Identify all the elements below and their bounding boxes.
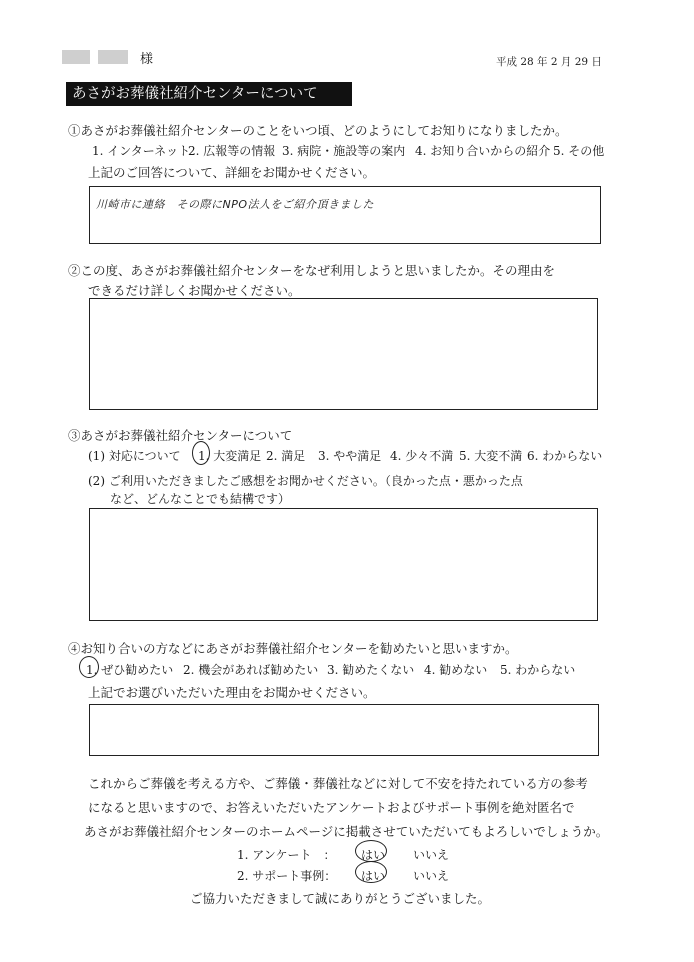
consent-line2: になると思いますので、お答えいただいたアンケートおよびサポート事例を絶対匿名で (88, 800, 575, 815)
q1-detail-prompt: 上記のご回答について、詳細をお聞かせください。 (88, 165, 376, 180)
consent-item-survey-yes: はい (361, 848, 386, 862)
q4-reason-prompt: 上記でお選びいただいた理由をお聞かせください。 (88, 685, 376, 700)
consent-item-case-yes: はい (361, 869, 386, 883)
page-title: あさがお葬儀社紹介センターについて (66, 82, 352, 106)
q3-answer-box[interactable] (89, 508, 598, 621)
consent-case-yes-circle (355, 861, 387, 883)
q1-handwritten-answer: 川崎市に連絡 その際にNPO法人をご紹介頂きました (96, 198, 375, 211)
consent-line1: これからご葬儀を考える方や、ご葬儀・葬儀社などに対して不安を持たれている方の参考 (88, 776, 588, 791)
q3-sub1-option-3: 3. やや満足 (318, 449, 382, 463)
q4-option-4: 4. 勧めない (424, 663, 488, 677)
q1-option-3: 3. 病院・施設等の案内 (282, 144, 406, 158)
q4-option-1: 1. ぜひ勧めたい (86, 663, 174, 677)
consent-item-survey-label: 1. アンケート ： (237, 848, 336, 862)
recipient-suffix: 様 (140, 52, 154, 67)
q3-sub2-line2: など、どんなことでも結構です） (110, 492, 291, 506)
q1-option-4: 4. お知り合いからの紹介 (415, 144, 551, 158)
q3-question: ③あさがお葬儀社紹介センターについて (68, 428, 293, 443)
q1-option-5: 5. その他 (553, 144, 605, 158)
q3-sub1-option-5: 5. 大変不満 (459, 449, 523, 463)
q3-sub1-label: (1) 対応について (88, 449, 181, 463)
q4-option-3: 3. 勧めたくない (327, 663, 415, 677)
q1-answer-box[interactable] (89, 186, 601, 244)
consent-item-case-no: いいえ (413, 869, 450, 883)
q1-question: ①あさがお葬儀社紹介センターのことをいつ頃、どのようにしてお知りになりましたか。 (68, 123, 568, 138)
q3-sub1-option-4: 4. 少々不満 (390, 449, 454, 463)
q4-option-2: 2. 機会があれば勧めたい (183, 663, 319, 677)
q2-question-line2: できるだけ詳しくお聞かせください。 (88, 283, 301, 298)
q1-option-2: 2. 広報等の情報 (188, 144, 276, 158)
q4-question: ④お知り合いの方などにあさがお葬儀社紹介センターを勧めたいと思いますか。 (68, 641, 518, 656)
date: 平成 28 年 2 月 29 日 (496, 56, 602, 68)
q3-selected-circle (192, 441, 210, 465)
thanks-message: ご協力いただきまして誠にありがとうございました。 (190, 891, 491, 906)
consent-item-case-label: 2. サポート事例： (237, 869, 337, 883)
q3-sub1-option-6: 6. わからない (527, 449, 603, 463)
q4-answer-box[interactable] (89, 704, 599, 756)
redacted-name-block-2 (98, 50, 128, 64)
consent-item-survey-no: いいえ (413, 848, 450, 862)
q3-sub1-option-1: 1. 大変満足 (198, 449, 262, 463)
q2-answer-box[interactable] (89, 298, 598, 410)
q3-sub2-line1: (2) ご利用いただきましたご感想をお聞かせください。（良かった点・悪かった点 (88, 474, 523, 488)
consent-survey-yes-circle (355, 840, 387, 862)
redacted-name-block-1 (62, 50, 90, 64)
consent-line3: あさがお葬儀社紹介センターのホームページに掲載させていただいてもよろしいでしょうか。 (84, 824, 609, 839)
q4-option-5: 5. わからない (500, 663, 576, 677)
q3-sub1-option-2: 2. 満足 (266, 449, 306, 463)
q2-question-line1: ②この度、あさがお葬儀社紹介センターをなぜ利用しようと思いましたか。その理由を (68, 263, 556, 278)
q1-option-1: 1. インターネット (92, 144, 191, 158)
